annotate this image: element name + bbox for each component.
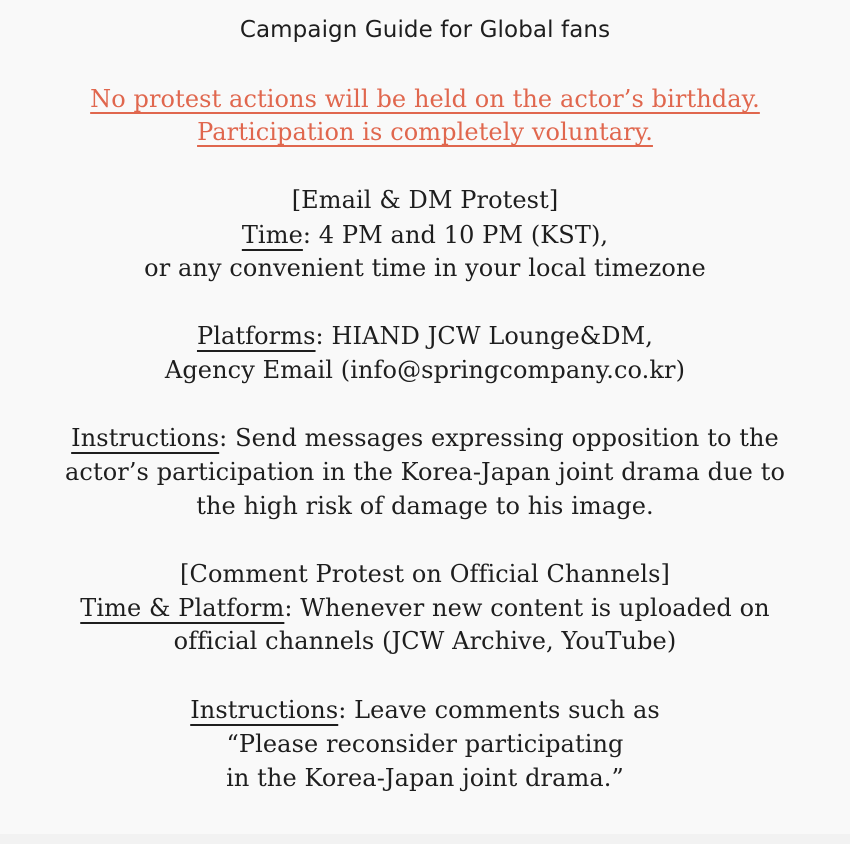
instructions-text: : Send messages expressing opposition to the [219,424,779,452]
comment-time-platform-line [0,592,850,624]
comment-quote-line-1: “Please reconsider participating [226,730,624,758]
time-platform-label: Time & Platform [80,594,285,622]
notice-line-1 [0,83,850,115]
platforms-label: Platforms [196,322,316,350]
comment-quote-line-2: in the Korea-Japan joint drama.” [226,764,624,792]
comment-protest-heading: [Comment Protest on Official Channels] [180,560,670,588]
time-label: Time [241,221,303,249]
email-dm-instructions-continuation-1: actor’s participation in the Korea-Japan joint drama due to [65,458,785,486]
email-dm-heading: [Email & DM Protest] [291,186,559,214]
comment-instructions-line [0,694,850,726]
instructions-label: Instructions [71,424,220,452]
email-dm-time-continuation: or any convenient time in your local timezone [144,254,706,282]
email-dm-time-line [0,219,850,251]
notice-line-2 [0,116,850,148]
email-dm-platforms-line [0,320,850,352]
time-platform-text: : Whenever new content is uploaded on [284,594,770,622]
comment-time-platform-continuation: official channels (JCW Archive, YouTube) [173,627,677,655]
platforms-text: : HIAND JCW Lounge&DM, [315,322,654,350]
time-text: : 4 PM and 10 PM (KST), [302,221,609,249]
email-dm-platforms-continuation: Agency Email (info@springcompany.co.kr) [164,356,686,384]
email-dm-instructions-continuation-2: the high risk of damage to his image. [196,492,654,520]
comment-instructions-text: : Leave comments such as [338,696,660,724]
comment-instructions-label: Instructions [190,696,339,724]
email-dm-instructions-line [0,422,850,454]
notice-voluntary-text: Participation is completely voluntary. [197,118,653,146]
bottom-band [0,834,850,844]
notice-birthday-text: No protest actions will be held on the actor’s birthday. [90,85,760,113]
document-title: Campaign Guide for Global fans [239,17,611,43]
